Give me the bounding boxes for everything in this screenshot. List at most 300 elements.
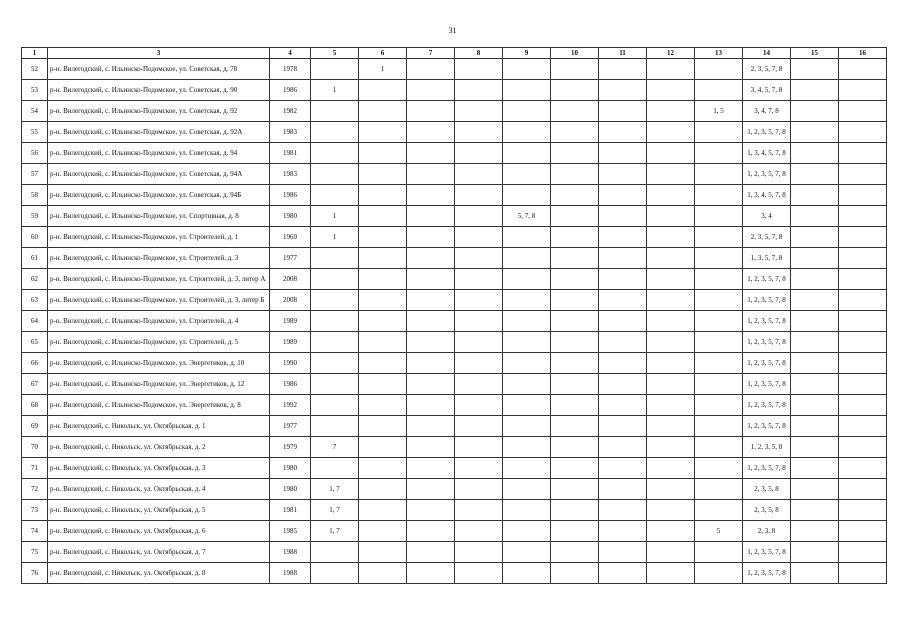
cell-col-14: 2, 3, 5, 7, 8 xyxy=(743,227,791,248)
address-cell: р-н. Вилегодский, с. Никольск, ул. Октябрьская, д. 1 xyxy=(48,416,270,437)
cell-col-7 xyxy=(407,227,455,248)
cell-col-16 xyxy=(839,248,887,269)
cell-col-11 xyxy=(599,437,647,458)
row-number-cell: 58 xyxy=(22,185,48,206)
cell-col-16 xyxy=(839,563,887,584)
cell-col-7 xyxy=(407,542,455,563)
year-cell: 1989 xyxy=(270,311,311,332)
cell-col-6 xyxy=(359,479,407,500)
cell-col-14: 1, 2, 3, 5, 7, 8 xyxy=(743,374,791,395)
table-row xyxy=(22,353,887,374)
cell-col-9 xyxy=(503,437,551,458)
cell-col-15 xyxy=(791,164,839,185)
cell-col-5: 1 xyxy=(311,206,359,227)
cell-col-11 xyxy=(599,521,647,542)
row-number-cell: 59 xyxy=(22,206,48,227)
cell-col-11 xyxy=(599,563,647,584)
col-header-10: 10 xyxy=(551,48,599,59)
cell-col-10 xyxy=(551,458,599,479)
year-cell: 1977 xyxy=(270,248,311,269)
col-header-15: 15 xyxy=(791,48,839,59)
col-header-3: 3 xyxy=(48,48,270,59)
cell-col-10 xyxy=(551,80,599,101)
cell-col-14: 1, 2, 3, 5, 7, 8 xyxy=(743,290,791,311)
cell-col-14: 1, 3, 4, 5, 7, 8 xyxy=(743,143,791,164)
cell-col-11 xyxy=(599,416,647,437)
cell-col-8 xyxy=(455,290,503,311)
col-header-5: 5 xyxy=(311,48,359,59)
row-number-cell: 71 xyxy=(22,458,48,479)
cell-col-9 xyxy=(503,353,551,374)
cell-col-16 xyxy=(839,374,887,395)
cell-col-15 xyxy=(791,353,839,374)
cell-col-10 xyxy=(551,143,599,164)
cell-col-5: 1 xyxy=(311,227,359,248)
cell-col-6 xyxy=(359,542,407,563)
row-number-cell: 52 xyxy=(22,59,48,80)
cell-col-8 xyxy=(455,59,503,80)
cell-col-12 xyxy=(647,206,695,227)
cell-col-12 xyxy=(647,59,695,80)
cell-col-14: 3, 4 xyxy=(743,206,791,227)
col-header-13: 13 xyxy=(695,48,743,59)
cell-col-8 xyxy=(455,227,503,248)
cell-col-10 xyxy=(551,185,599,206)
table-row xyxy=(22,458,887,479)
cell-col-8 xyxy=(455,458,503,479)
cell-col-10 xyxy=(551,332,599,353)
year-cell: 2008 xyxy=(270,290,311,311)
cell-col-8 xyxy=(455,164,503,185)
cell-col-6 xyxy=(359,311,407,332)
table-row xyxy=(22,80,887,101)
cell-col-5 xyxy=(311,353,359,374)
cell-col-9 xyxy=(503,59,551,80)
year-cell: 1992 xyxy=(270,395,311,416)
cell-col-14: 1, 2, 3, 5, 7, 8 xyxy=(743,164,791,185)
address-cell: р-н. Вилегодский, с. Ильинско-Подомское, ул. Строителей, д. 3, литер Б xyxy=(48,290,270,311)
cell-col-10 xyxy=(551,122,599,143)
cell-col-15 xyxy=(791,458,839,479)
col-header-9: 9 xyxy=(503,48,551,59)
cell-col-9 xyxy=(503,122,551,143)
table-row xyxy=(22,164,887,185)
cell-col-13: 5 xyxy=(695,521,743,542)
cell-col-12 xyxy=(647,500,695,521)
cell-col-11 xyxy=(599,542,647,563)
cell-col-10 xyxy=(551,500,599,521)
col-header-12: 12 xyxy=(647,48,695,59)
table-row xyxy=(22,101,887,122)
row-number-cell: 72 xyxy=(22,479,48,500)
cell-col-15 xyxy=(791,563,839,584)
cell-col-7 xyxy=(407,143,455,164)
year-cell: 1983 xyxy=(270,164,311,185)
cell-col-15 xyxy=(791,332,839,353)
address-cell: р-н. Вилегодский, с. Ильинско-Подомское, ул. Энергетиков, д. 12 xyxy=(48,374,270,395)
cell-col-16 xyxy=(839,458,887,479)
cell-col-10 xyxy=(551,101,599,122)
cell-col-12 xyxy=(647,332,695,353)
cell-col-13 xyxy=(695,185,743,206)
cell-col-12 xyxy=(647,416,695,437)
cell-col-13 xyxy=(695,332,743,353)
cell-col-9 xyxy=(503,248,551,269)
cell-col-10 xyxy=(551,542,599,563)
cell-col-9 xyxy=(503,332,551,353)
cell-col-15 xyxy=(791,395,839,416)
row-number-cell: 69 xyxy=(22,416,48,437)
cell-col-13 xyxy=(695,395,743,416)
address-cell: р-н. Вилегодский, с. Ильинско-Подомское, ул. Советская, д. 92 xyxy=(48,101,270,122)
cell-col-12 xyxy=(647,395,695,416)
table-row xyxy=(22,479,887,500)
cell-col-7 xyxy=(407,269,455,290)
cell-col-6 xyxy=(359,185,407,206)
cell-col-8 xyxy=(455,101,503,122)
cell-col-10 xyxy=(551,416,599,437)
cell-col-6 xyxy=(359,521,407,542)
year-cell: 1988 xyxy=(270,542,311,563)
table-row xyxy=(22,290,887,311)
cell-col-7 xyxy=(407,206,455,227)
year-cell: 1986 xyxy=(270,80,311,101)
cell-col-6 xyxy=(359,416,407,437)
cell-col-12 xyxy=(647,542,695,563)
cell-col-14: 1, 3, 4, 5, 7, 8 xyxy=(743,185,791,206)
cell-col-7 xyxy=(407,353,455,374)
cell-col-15 xyxy=(791,269,839,290)
cell-col-13 xyxy=(695,290,743,311)
cell-col-8 xyxy=(455,143,503,164)
cell-col-8 xyxy=(455,500,503,521)
year-cell: 1977 xyxy=(270,416,311,437)
cell-col-6 xyxy=(359,269,407,290)
cell-col-13 xyxy=(695,269,743,290)
row-number-cell: 67 xyxy=(22,374,48,395)
address-cell: р-н. Вилегодский, с. Ильинско-Подомское, ул. Строителей, д. 1 xyxy=(48,227,270,248)
cell-col-11 xyxy=(599,185,647,206)
row-number-cell: 73 xyxy=(22,500,48,521)
cell-col-13 xyxy=(695,437,743,458)
cell-col-8 xyxy=(455,395,503,416)
cell-col-16 xyxy=(839,332,887,353)
row-number-cell: 76 xyxy=(22,563,48,584)
cell-col-16 xyxy=(839,500,887,521)
cell-col-15 xyxy=(791,206,839,227)
cell-col-9 xyxy=(503,479,551,500)
cell-col-15 xyxy=(791,185,839,206)
row-number-cell: 57 xyxy=(22,164,48,185)
address-cell: р-н. Вилегодский, с. Никольск, ул. Октябрьская, д. 8 xyxy=(48,563,270,584)
register-table xyxy=(21,47,887,584)
year-cell: 1980 xyxy=(270,479,311,500)
cell-col-14: 1, 2, 3, 5, 7, 8 xyxy=(743,458,791,479)
cell-col-9 xyxy=(503,563,551,584)
address-cell: р-н. Вилегодский, с. Ильинско-Подомское, ул. Спортивная, д. 8 xyxy=(48,206,270,227)
cell-col-9 xyxy=(503,185,551,206)
cell-col-14: 3, 4, 5, 7, 8 xyxy=(743,80,791,101)
cell-col-11 xyxy=(599,227,647,248)
cell-col-8 xyxy=(455,332,503,353)
year-cell: 1985 xyxy=(270,521,311,542)
cell-col-14: 1, 2, 3, 5, 7, 8 xyxy=(743,542,791,563)
cell-col-7 xyxy=(407,521,455,542)
cell-col-16 xyxy=(839,437,887,458)
cell-col-5 xyxy=(311,59,359,80)
cell-col-16 xyxy=(839,59,887,80)
cell-col-7 xyxy=(407,248,455,269)
cell-col-10 xyxy=(551,521,599,542)
table-row xyxy=(22,206,887,227)
table-row xyxy=(22,311,887,332)
cell-col-13 xyxy=(695,479,743,500)
cell-col-16 xyxy=(839,269,887,290)
cell-col-11 xyxy=(599,101,647,122)
cell-col-14: 1, 2, 3, 5, 7, 8 xyxy=(743,353,791,374)
cell-col-11 xyxy=(599,290,647,311)
cell-col-14: 1, 3, 5, 7, 8 xyxy=(743,248,791,269)
cell-col-6 xyxy=(359,206,407,227)
cell-col-7 xyxy=(407,80,455,101)
cell-col-8 xyxy=(455,185,503,206)
cell-col-15 xyxy=(791,227,839,248)
cell-col-13 xyxy=(695,206,743,227)
cell-col-12 xyxy=(647,290,695,311)
year-cell: 1979 xyxy=(270,437,311,458)
cell-col-7 xyxy=(407,101,455,122)
cell-col-10 xyxy=(551,353,599,374)
cell-col-6: 1 xyxy=(359,59,407,80)
address-cell: р-н. Вилегодский, с. Ильинско-Подомское, ул. Советская, д. 92А xyxy=(48,122,270,143)
cell-col-11 xyxy=(599,248,647,269)
cell-col-14: 2, 3, 8 xyxy=(743,521,791,542)
cell-col-5 xyxy=(311,332,359,353)
cell-col-14: 2, 3, 5, 7, 8 xyxy=(743,59,791,80)
cell-col-9 xyxy=(503,395,551,416)
cell-col-5 xyxy=(311,395,359,416)
cell-col-5 xyxy=(311,248,359,269)
address-cell: р-н. Вилегодский, с. Ильинско-Подомское, ул. Советская, д. 94 xyxy=(48,143,270,164)
cell-col-7 xyxy=(407,395,455,416)
cell-col-10 xyxy=(551,311,599,332)
cell-col-12 xyxy=(647,227,695,248)
address-cell: р-н. Вилегодский, с. Ильинско-Подомское, ул. Советская, д. 78 xyxy=(48,59,270,80)
cell-col-7 xyxy=(407,458,455,479)
cell-col-13 xyxy=(695,416,743,437)
cell-col-16 xyxy=(839,122,887,143)
cell-col-13 xyxy=(695,59,743,80)
cell-col-10 xyxy=(551,479,599,500)
cell-col-5: 7 xyxy=(311,437,359,458)
cell-col-16 xyxy=(839,227,887,248)
cell-col-13 xyxy=(695,353,743,374)
cell-col-8 xyxy=(455,374,503,395)
cell-col-6 xyxy=(359,332,407,353)
cell-col-9 xyxy=(503,227,551,248)
cell-col-5 xyxy=(311,164,359,185)
cell-col-15 xyxy=(791,416,839,437)
cell-col-12 xyxy=(647,248,695,269)
cell-col-7 xyxy=(407,500,455,521)
cell-col-5 xyxy=(311,563,359,584)
cell-col-16 xyxy=(839,479,887,500)
row-number-cell: 70 xyxy=(22,437,48,458)
address-cell: р-н. Вилегодский, с. Никольск, ул. Октябрьская, д. 7 xyxy=(48,542,270,563)
cell-col-7 xyxy=(407,437,455,458)
cell-col-15 xyxy=(791,542,839,563)
cell-col-13 xyxy=(695,248,743,269)
cell-col-14: 1, 2, 3, 5, 7, 8 xyxy=(743,122,791,143)
cell-col-5: 1, 7 xyxy=(311,479,359,500)
cell-col-12 xyxy=(647,269,695,290)
table-body xyxy=(22,59,887,584)
cell-col-6 xyxy=(359,500,407,521)
year-cell: 1986 xyxy=(270,374,311,395)
cell-col-10 xyxy=(551,563,599,584)
cell-col-13 xyxy=(695,80,743,101)
row-number-cell: 61 xyxy=(22,248,48,269)
cell-col-7 xyxy=(407,59,455,80)
address-cell: р-н. Вилегодский, с. Ильинско-Подомское, ул. Строителей, д. 5 xyxy=(48,332,270,353)
address-cell: р-н. Вилегодский, с. Ильинско-Подомское, ул. Энергетиков, д. 10 xyxy=(48,353,270,374)
table-row xyxy=(22,227,887,248)
page-number: 31 xyxy=(448,26,457,35)
cell-col-16 xyxy=(839,542,887,563)
cell-col-11 xyxy=(599,59,647,80)
cell-col-16 xyxy=(839,185,887,206)
cell-col-15 xyxy=(791,500,839,521)
cell-col-15 xyxy=(791,374,839,395)
year-cell: 1969 xyxy=(270,227,311,248)
cell-col-15 xyxy=(791,311,839,332)
cell-col-11 xyxy=(599,80,647,101)
table-row xyxy=(22,59,887,80)
cell-col-12 xyxy=(647,479,695,500)
cell-col-8 xyxy=(455,353,503,374)
cell-col-8 xyxy=(455,542,503,563)
row-number-cell: 65 xyxy=(22,332,48,353)
cell-col-5 xyxy=(311,542,359,563)
table-row xyxy=(22,122,887,143)
cell-col-11 xyxy=(599,353,647,374)
table-row xyxy=(22,395,887,416)
cell-col-10 xyxy=(551,164,599,185)
address-cell: р-н. Вилегодский, с. Ильинско-Подомское, ул. Советская, д. 94А xyxy=(48,164,270,185)
cell-col-15 xyxy=(791,248,839,269)
address-cell: р-н. Вилегодский, с. Никольск, ул. Октябрьская, д. 2 xyxy=(48,437,270,458)
cell-col-13 xyxy=(695,164,743,185)
cell-col-6 xyxy=(359,101,407,122)
cell-col-13: 1, 5 xyxy=(695,101,743,122)
address-cell: р-н. Вилегодский, с. Ильинско-Подомское, ул. Советская, д. 90 xyxy=(48,80,270,101)
table-row xyxy=(22,143,887,164)
cell-col-6 xyxy=(359,164,407,185)
address-cell: р-н. Вилегодский, с. Ильинско-Подомское, ул. Строителей, д. 4 xyxy=(48,311,270,332)
cell-col-16 xyxy=(839,206,887,227)
address-cell: р-н. Вилегодский, с. Ильинско-Подомское, ул. Строителей, д. 3 xyxy=(48,248,270,269)
year-cell: 1982 xyxy=(270,101,311,122)
row-number-cell: 60 xyxy=(22,227,48,248)
cell-col-11 xyxy=(599,311,647,332)
cell-col-12 xyxy=(647,458,695,479)
table-row xyxy=(22,416,887,437)
address-cell: р-н. Вилегодский, с. Никольск, ул. Октябрьская, д. 3 xyxy=(48,458,270,479)
cell-col-11 xyxy=(599,500,647,521)
cell-col-10 xyxy=(551,395,599,416)
cell-col-14: 1, 2, 3, 5, 7, 8 xyxy=(743,269,791,290)
cell-col-16 xyxy=(839,395,887,416)
cell-col-16 xyxy=(839,311,887,332)
cell-col-9 xyxy=(503,311,551,332)
col-header-16: 16 xyxy=(839,48,887,59)
cell-col-9 xyxy=(503,269,551,290)
cell-col-8 xyxy=(455,311,503,332)
cell-col-10 xyxy=(551,248,599,269)
cell-col-9 xyxy=(503,416,551,437)
table-row xyxy=(22,269,887,290)
cell-col-14: 3, 4, 7, 8 xyxy=(743,101,791,122)
cell-col-13 xyxy=(695,122,743,143)
cell-col-13 xyxy=(695,563,743,584)
cell-col-16 xyxy=(839,164,887,185)
cell-col-9 xyxy=(503,80,551,101)
row-number-cell: 53 xyxy=(22,80,48,101)
cell-col-9 xyxy=(503,290,551,311)
cell-col-8 xyxy=(455,248,503,269)
cell-col-7 xyxy=(407,122,455,143)
cell-col-15 xyxy=(791,521,839,542)
cell-col-7 xyxy=(407,290,455,311)
cell-col-16 xyxy=(839,143,887,164)
cell-col-5 xyxy=(311,185,359,206)
cell-col-14: 1, 2, 3, 5, 8 xyxy=(743,437,791,458)
cell-col-5 xyxy=(311,269,359,290)
cell-col-10 xyxy=(551,227,599,248)
cell-col-5 xyxy=(311,458,359,479)
year-cell: 1988 xyxy=(270,563,311,584)
cell-col-6 xyxy=(359,437,407,458)
cell-col-5 xyxy=(311,143,359,164)
cell-col-14: 1, 2, 3, 5, 7, 8 xyxy=(743,563,791,584)
cell-col-5 xyxy=(311,101,359,122)
cell-col-11 xyxy=(599,395,647,416)
cell-col-10 xyxy=(551,374,599,395)
row-number-cell: 56 xyxy=(22,143,48,164)
cell-col-14: 2, 3, 5, 8 xyxy=(743,479,791,500)
cell-col-11 xyxy=(599,458,647,479)
cell-col-5 xyxy=(311,122,359,143)
cell-col-12 xyxy=(647,374,695,395)
col-header-14: 14 xyxy=(743,48,791,59)
cell-col-12 xyxy=(647,185,695,206)
cell-col-11 xyxy=(599,122,647,143)
table-row xyxy=(22,542,887,563)
table-row xyxy=(22,437,887,458)
cell-col-12 xyxy=(647,122,695,143)
cell-col-12 xyxy=(647,101,695,122)
cell-col-7 xyxy=(407,479,455,500)
year-cell: 1983 xyxy=(270,122,311,143)
table-header xyxy=(22,48,887,59)
address-cell: р-н. Вилегодский, с. Никольск, ул. Октябрьская, д. 6 xyxy=(48,521,270,542)
cell-col-6 xyxy=(359,353,407,374)
table-row xyxy=(22,374,887,395)
cell-col-11 xyxy=(599,143,647,164)
cell-col-7 xyxy=(407,332,455,353)
cell-col-16 xyxy=(839,290,887,311)
cell-col-8 xyxy=(455,479,503,500)
